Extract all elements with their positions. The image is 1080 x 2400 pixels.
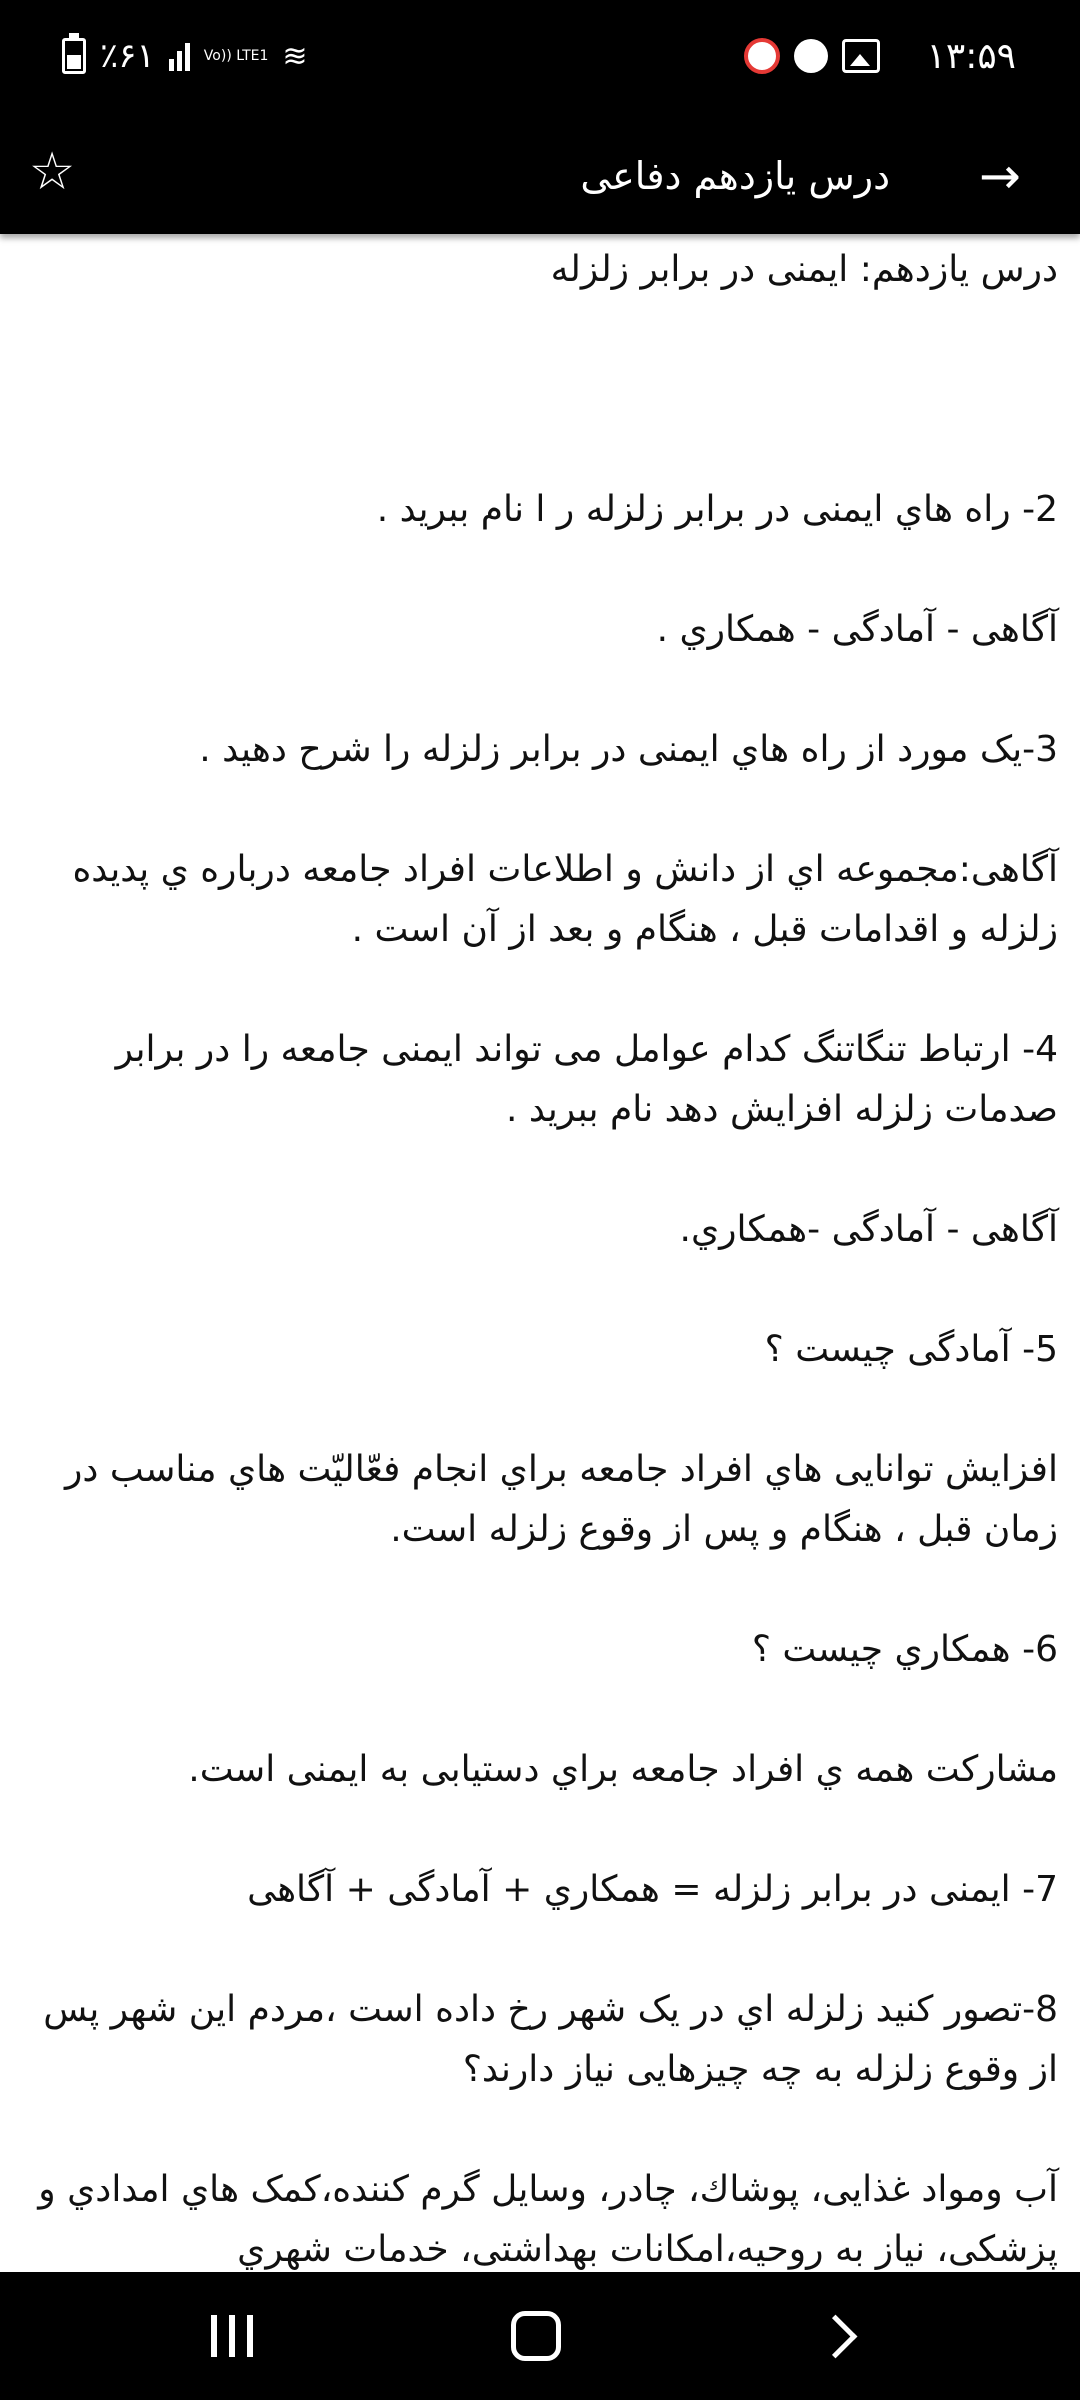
question-6: 6- همکاري چیست ؟: [751, 1629, 1058, 1670]
answer-6: مشارکت همه ي افراد جامعه براي دستیابی به ایمنی است.: [188, 1749, 1058, 1790]
home-icon[interactable]: [496, 2298, 576, 2374]
status-left-group: [62, 36, 308, 76]
answer-5: افزایش توانایی هاي افراد جامعه براي انجام فعّالیّت هاي مناسب در زمان قبل ، هنگام و پس از وقوع زلزله است.: [65, 1449, 1058, 1550]
page-title: درس یازدهم دفاعی: [580, 154, 890, 198]
question-3: 3-یک مورد از راه هاي ایمنی در برابر زلزله را شرح دهید .: [199, 729, 1058, 770]
question-5: 5- آمادگی چیست ؟: [764, 1329, 1058, 1370]
question-4: 4- ارتباط تنگاتنگ کدام عوامل می تواند ایمنی جامعه را در برابر صدمات زلزله افزایش دهد نام ببرید .: [115, 1029, 1058, 1130]
favorite-star-icon[interactable]: ☆: [28, 142, 76, 202]
clock: ۱۳:۵۹: [926, 36, 1016, 77]
battery-icon: [62, 38, 86, 74]
lesson-heading: درس یازدهم: ایمنی در برابر زلزله: [550, 249, 1058, 290]
recents-icon[interactable]: [192, 2298, 272, 2374]
answer-4: آگاهی - آمادگی -همکاري.: [679, 1209, 1058, 1250]
notification-icons: [744, 38, 880, 74]
answer-8: آب ومواد غذایی، پوشاك، چادر، وسایل گرم کننده،کمک هاي امدادي و پزشکی، نیاز به روحیه،امکانات بهداشتی، خدمات شهري: [38, 2169, 1058, 2270]
back-chevron-icon[interactable]: [800, 2298, 880, 2374]
battery-percent: ٪۶۱: [100, 36, 155, 76]
network-type: Vo)) LTE1: [203, 48, 269, 64]
question-8: 8-تصور کنید زلزله اي در یک شهر رخ داده است ،مردم این شهر پس از وقوع زلزله به چه چیزهایی نیاز دارند؟: [43, 1989, 1058, 2090]
back-arrow-icon[interactable]: →: [979, 147, 1021, 205]
answer-3: آگاهی:مجموعه اي از دانش و اطلاعات افراد جامعه درباره ي پدیده زلزله و اقدامات قبل ، هنگام و بعد از آن است .: [72, 849, 1058, 950]
gallery-icon: [842, 39, 880, 73]
wifi-icon: ≋: [282, 38, 308, 74]
app-header: [0, 118, 1080, 234]
status-bar: [0, 0, 1080, 118]
item-7: 7- ایمنی در برابر زلزله = همکاري + آمادگی + آگاهی: [247, 1869, 1058, 1910]
question-2: 2- راه هاي ایمنی در برابر زلزله ر ا نام ببرید .: [376, 489, 1058, 530]
lesson-content[interactable]: [30, 240, 1058, 2270]
navigation-bar: [0, 2272, 1080, 2400]
yin-yang-icon: [794, 39, 828, 73]
app-notification-icon: [744, 38, 780, 74]
signal-icon: [169, 41, 190, 71]
answer-2: آگاهی - آمادگی - همکاري .: [656, 609, 1058, 650]
